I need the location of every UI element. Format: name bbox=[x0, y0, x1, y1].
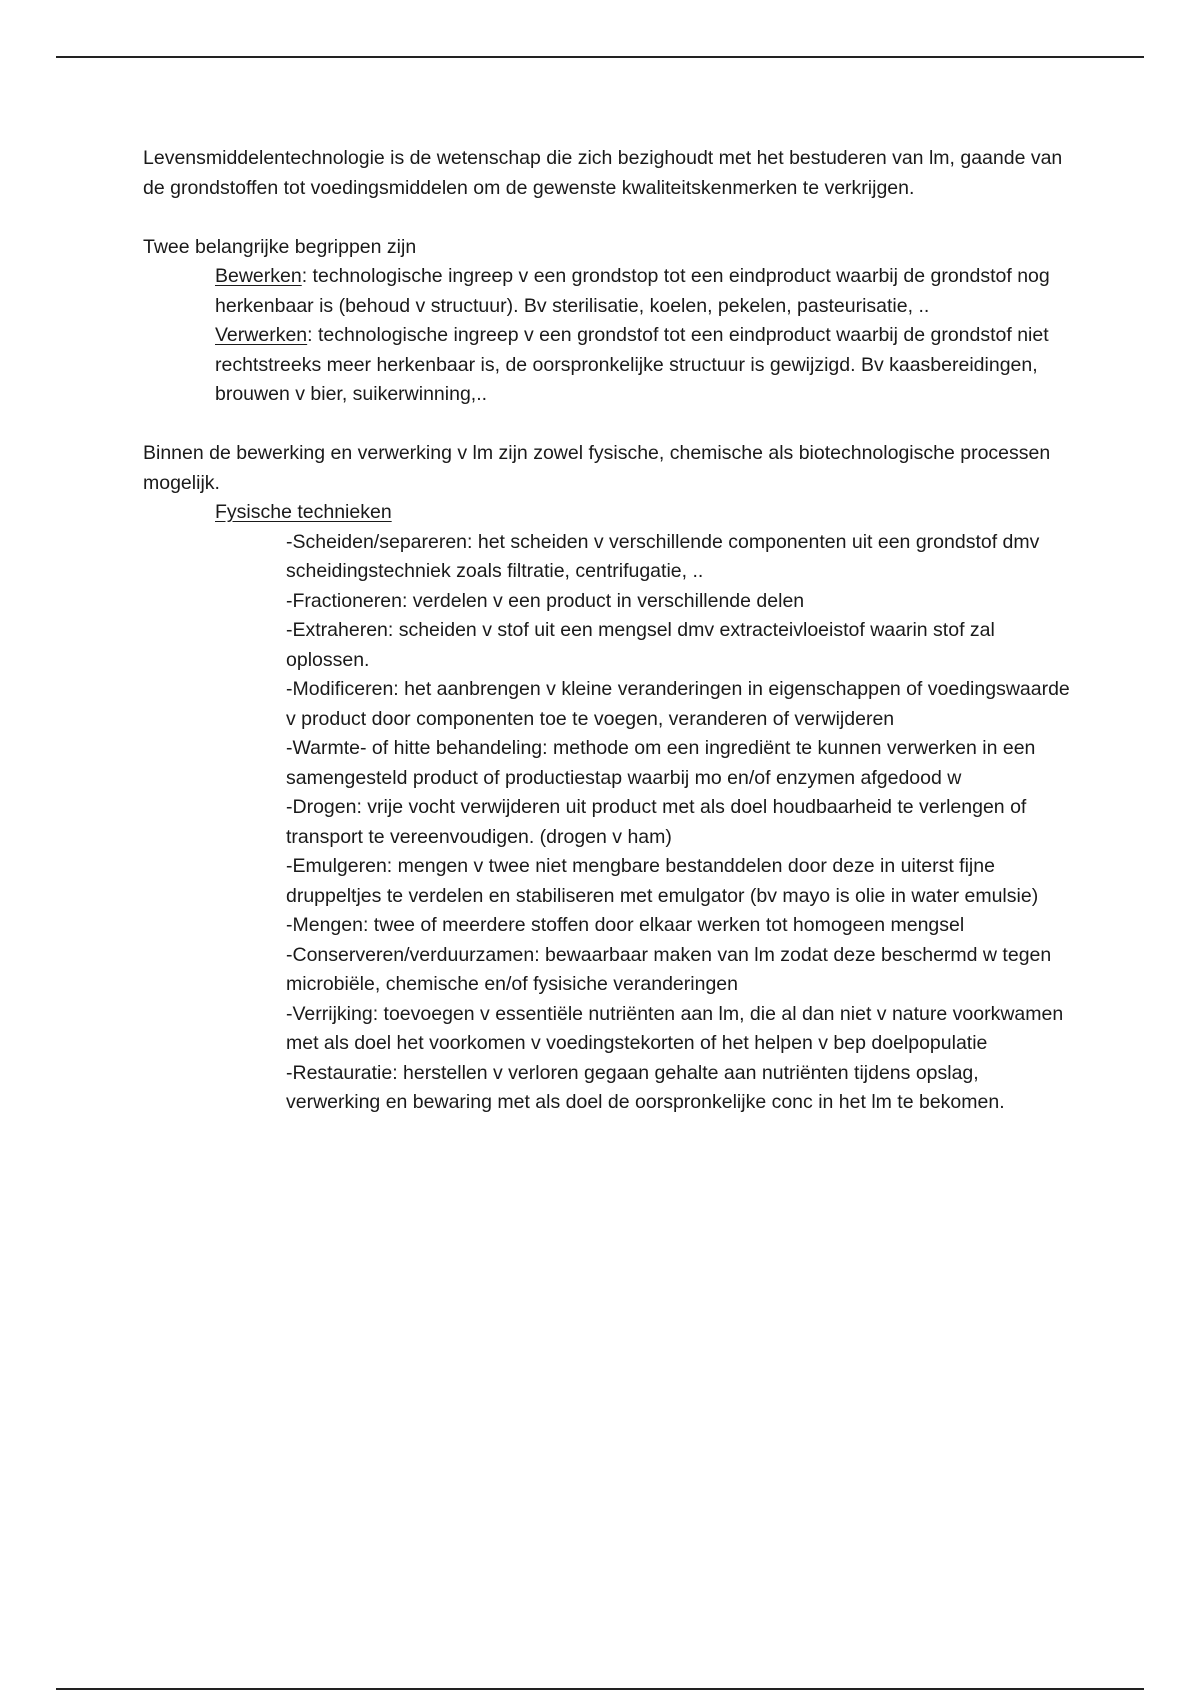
list-item: -Warmte- of hitte behandeling: methode om een ingrediënt te kunnen verwerken in een samengesteld product of productiestap waarbij mo en/of enzymen afgedood w bbox=[286, 737, 1036, 789]
document-body bbox=[143, 144, 1073, 1118]
list-item: -Fractioneren: verdelen v een product in verschillende delen bbox=[286, 589, 805, 612]
list-item: -Conserveren/verduurzamen: bewaarbaar maken van lm zodat deze beschermd w tegen microbiële, chemische en/of fysisiche veranderingen bbox=[286, 943, 1052, 995]
list-item: -Restauratie: herstellen v verloren gegaan gehalte aan nutriënten tijdens opslag, verwerking en bewaring met als doel de oorspronkelijke conc in het lm te bekomen. bbox=[286, 1061, 1005, 1113]
concepts-heading: Twee belangrijke begrippen zijn bbox=[143, 235, 417, 258]
techniques-list bbox=[143, 528, 1073, 1118]
list-item: -Mengen: twee of meerdere stoffen door elkaar werken tot homogeen mengsel bbox=[286, 914, 965, 936]
list-item: -Emulgeren: mengen v twee niet mengbare bestanddelen door deze in uiterst fijne druppeltjes te verdelen en stabiliseren met emulgator (bv mayo is olie in water emulsie) bbox=[286, 855, 1039, 907]
processes-subheading bbox=[143, 498, 1073, 528]
list-item: -Scheiden/separeren: het scheiden v verschillende componenten uit een grondstof dmv scheidingstechniek zoals filtratie, centrifugatie, .. bbox=[286, 530, 1040, 582]
intro-paragraph: Levensmiddelentechnologie is de wetenschap die zich bezighoudt met het bestuderen van lm, gaande van de grondstoffen tot voedingsmiddelen om de gewenste kwaliteitskenmerken te verkrijgen. bbox=[143, 147, 1063, 199]
processes-intro: Binnen de bewerking en verwerking v lm zijn zowel fysische, chemische als biotechnologische processen mogelijk. bbox=[143, 442, 1051, 494]
list-item: -Extraheren: scheiden v stof uit een mengsel dmv extracteivloeistof waarin stof zal oplossen. bbox=[286, 619, 995, 671]
list-item: -Drogen: vrije vocht verwijderen uit product met als doel houdbaarheid te verlengen of transport te vereenvoudigen. (drogen v ham) bbox=[286, 796, 1027, 848]
spacer bbox=[143, 203, 1073, 233]
concept-term: Verwerken bbox=[215, 324, 308, 346]
concept-definition: : technologische ingreep v een grondstop tot een eindproduct waarbij de grondstof nog herkenbaar is (behoud v structuur). Bv sterilisatie, koelen, pekelen, pasteurisatie, .. bbox=[215, 265, 1050, 317]
footer-rule bbox=[56, 1688, 1144, 1690]
concept-verwerken bbox=[143, 321, 1073, 410]
subheading-text: Fysische technieken bbox=[215, 501, 392, 523]
concept-definition: : technologische ingreep v een grondstof tot een eindproduct waarbij de grondstof niet rechtstreeks meer herkenbaar is, de oorspronkelijke structuur is gewijzigd. Bv kaasbereidingen, brouwen v bier, suikerwinning,.. bbox=[215, 324, 1049, 405]
header-rule bbox=[56, 56, 1144, 58]
concept-bewerken bbox=[143, 262, 1073, 321]
list-item: -Verrijking: toevoegen v essentiële nutriënten aan lm, die al dan niet v nature voorkwamen met als doel het voorkomen v voedingstekorten of het helpen v bep doelpopulatie bbox=[286, 1002, 1064, 1054]
concept-term: Bewerken bbox=[215, 265, 302, 287]
list-item: -Modificeren: het aanbrengen v kleine veranderingen in eigenschappen of voedingswaarde v product door componenten toe te voegen, veranderen of verwijderen bbox=[286, 678, 1070, 730]
spacer bbox=[143, 410, 1073, 440]
